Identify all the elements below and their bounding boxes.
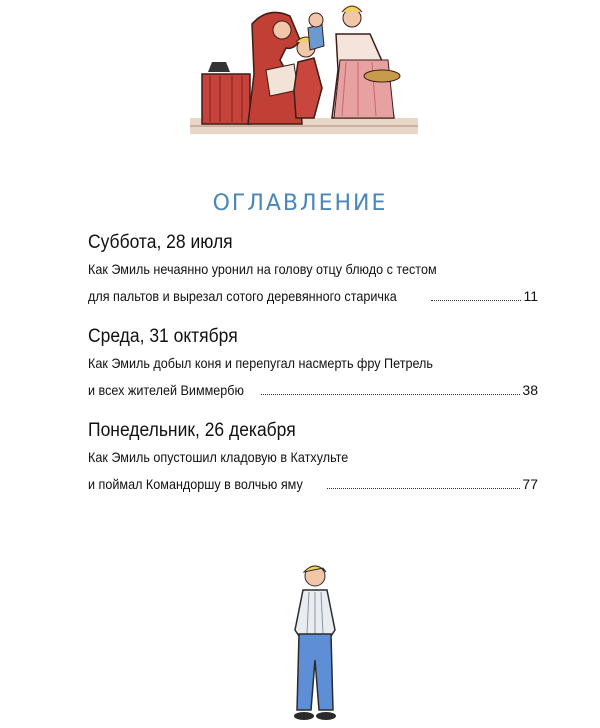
dot-leader (431, 299, 521, 301)
boy-figure-illustration (285, 560, 345, 725)
entry-description-line (88, 283, 538, 310)
page-number: 77 (522, 476, 538, 492)
entry-description: и поймал Командоршу в волчью яму (88, 476, 303, 492)
entry-description-line (88, 350, 538, 377)
entry-description-line (88, 444, 538, 471)
entry-description: и всех жителей Виммербю (88, 382, 244, 398)
page-number: 11 (523, 288, 538, 304)
dot-leader (327, 487, 521, 489)
toc-title: ОГЛАВЛЕНИЕ (212, 190, 388, 216)
entry-heading: Среда, 31 октября (88, 326, 238, 347)
entry-heading: Суббота, 28 июля (88, 232, 233, 253)
family-scene-illustration (190, 0, 418, 140)
entry-description: Как Эмиль опустошил кладовую в Катхульте (88, 449, 349, 465)
page-number: 38 (522, 382, 538, 398)
entry-description-line (88, 471, 538, 498)
entry-heading: Понедельник, 26 декабря (88, 420, 296, 441)
toc-entry (88, 418, 538, 498)
toc-entry (88, 324, 538, 404)
dot-leader (261, 393, 520, 395)
table-of-contents (88, 230, 538, 512)
entry-description: Как Эмиль нечаянно уронил на голову отцу блюдо с тестом (88, 261, 437, 277)
entry-description: для пальтов и вырезал сотого деревянного старичка (88, 288, 397, 304)
entry-description-line (88, 256, 538, 283)
entry-description-line (88, 377, 538, 404)
toc-entry (88, 230, 538, 310)
entry-description: Как Эмиль добыл коня и перепугал насмерть фру Петрель (88, 355, 433, 371)
